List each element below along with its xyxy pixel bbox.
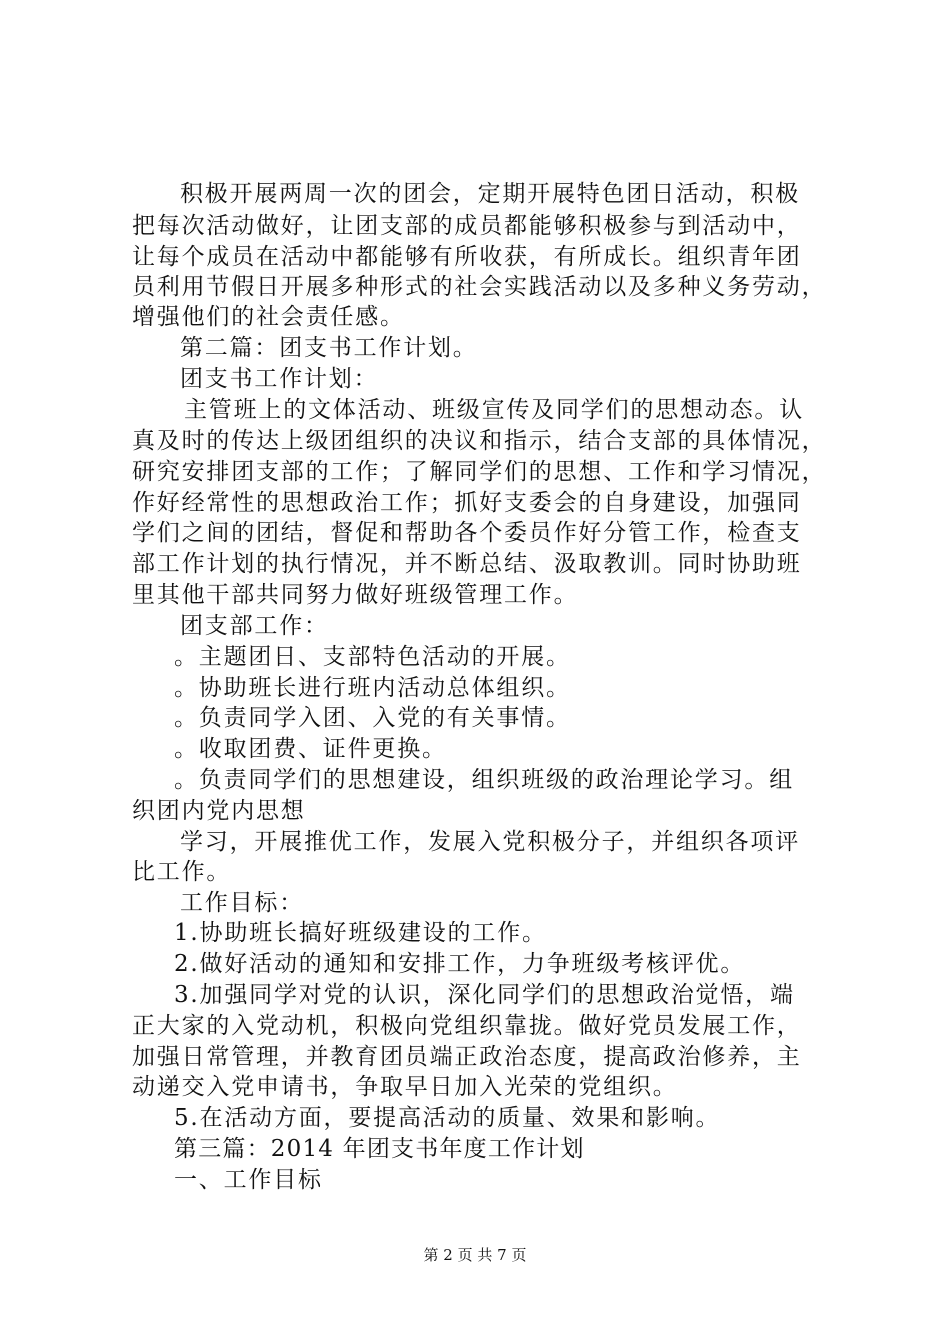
text-line: 里其他干部共同努力做好班级管理工作。 [132, 582, 579, 608]
list-item: 5.在活动方面，要提高活动的质量、效果和影响。 [174, 1105, 721, 1131]
text-line: 让每个成员在活动中都能够有所收获，有所成长。组织青年团 [132, 244, 802, 270]
text-line: 员利用节假日开展多种形式的社会实践活动以及多种义务劳动， [132, 274, 827, 300]
text-line: 主管班上的文体活动、班级宣传及同学们的思想动态。认 [184, 397, 804, 423]
list-item: 2.做好活动的通知和安排工作，力争班级考核评优。 [174, 951, 746, 977]
text-line: 比工作。 [132, 859, 232, 885]
text-line: 正大家的入党动机，积极向党组织靠拢。做好党员发展工作， [132, 1013, 802, 1039]
text-line: 增强他们的社会责任感。 [132, 304, 405, 330]
section-heading: 第三篇：2014 年团支书年度工作计划 [174, 1136, 585, 1162]
list-item: 1.协助班长搞好班级建设的工作。 [174, 920, 547, 946]
text-line: 织团内党内思想 [132, 798, 306, 824]
text-line: 学们之间的团结，督促和帮助各个委员作好分管工作，检查支 [132, 520, 802, 546]
list-item: 。主题团日、支部特色活动的开展。 [174, 644, 571, 670]
text-line: 部工作计划的执行情况，并不断总结、汲取教训。同时协助班 [132, 551, 802, 577]
text-line: 积极开展两周一次的团会，定期开展特色团日活动，积极 [180, 181, 800, 207]
section-heading: 第二篇：团支书工作计划。 [180, 335, 478, 361]
text-line: 动递交入党申请书，争取早日加入光荣的党组织。 [132, 1074, 678, 1100]
text-line: 学习，开展推优工作，发展入党积极分子，并组织各项评 [180, 829, 800, 855]
list-item: 。负责同学们的思想建设，组织班级的政治理论学习。组 [174, 767, 794, 793]
text-line: 团支部工作： [180, 613, 329, 639]
list-item: 。负责同学入团、入党的有关事情。 [174, 705, 571, 731]
text-line: 研究安排团支部的工作；了解同学们的思想、工作和学习情况， [132, 459, 827, 485]
section-heading: 一、工作目标 [174, 1167, 323, 1193]
text-line: 作好经常性的思想政治工作；抓好支委会的自身建设，加强同 [132, 490, 802, 516]
text-line: 工作目标： [180, 890, 304, 916]
text-line: 真及时的传达上级团组织的决议和指示，结合支部的具体情况， [132, 428, 827, 454]
list-item: 。协助班长进行班内活动总体组织。 [174, 675, 571, 701]
text-line: 加强日常管理，并教育团员端正政治态度，提高政治修养，主 [132, 1044, 802, 1070]
page-footer: 第 2 页 共 7 页 [423, 1246, 527, 1264]
list-item: 3.加强同学对党的认识，深化同学们的思想政治觉悟，端 [174, 982, 795, 1008]
list-item: 。收取团费、证件更换。 [174, 736, 447, 762]
text-line: 把每次活动做好，让团支部的成员都能够积极参与到活动中， [132, 213, 802, 239]
text-line: 团支书工作计划： [180, 366, 379, 392]
